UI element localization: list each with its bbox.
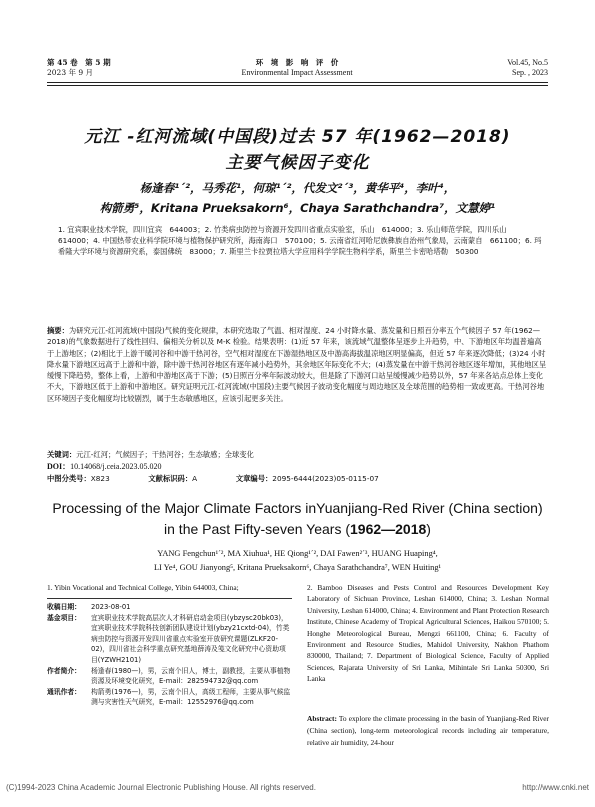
- keywords-cn-text: 元江-红河；气候因子；干热河谷；生态敏感；全球变化: [76, 450, 254, 459]
- code-value: A: [192, 474, 198, 483]
- title-en-line2-post: ): [426, 521, 431, 537]
- info-rule-top: [47, 598, 292, 599]
- journal-month-year: Sep. , 2023: [512, 68, 548, 77]
- title-cn-line2: 主要气候因子变化: [225, 153, 370, 173]
- title-cn-line1: 元江 -红河流域(中国段)过去 57 年(1962—2018): [84, 127, 511, 147]
- article-id-label: 文章编号：: [235, 474, 273, 483]
- authors-en-line2: LI Ye⁴, GOU Jianyong⁵, Kritana Prueksakorn⁶, Chaya Sarathchandra⁷, WEN Huiting¹: [153, 563, 442, 572]
- affiliations-cn: 1. 宜宾职业技术学院，四川宜宾 644003；2. 竹类病虫防控与资源开发四川省重点实验室，乐山 614000；3. 乐山师范学院，四川乐山 614000；4. 中国热带农业科学院环境与植物保护研究所，海南海口 570100；5. 云南省红河哈尼族彝族自治州气象局，云南蒙自 661100；6. 玛希隆大学环境与资源研究系，泰国佛统 83000；7. 斯里兰卡拉贾拉塔大学应用科学学院生物科学系，斯里兰卡密哈塔勒 50300: [58, 225, 542, 256]
- info-corresponding: [47, 687, 292, 708]
- journal-name-en: Environmental Impact Assessment: [241, 68, 353, 77]
- journal-volume: [47, 58, 111, 78]
- classification-line: [47, 473, 548, 484]
- info-author: [47, 666, 292, 687]
- title-en-line2-pre: in the Past Fifty-seven Years (: [164, 521, 350, 537]
- journal-volume-issue: 第 45 卷 第 5 期: [47, 58, 111, 67]
- authors-en-line1: YANG Fengchun¹ˊ², MA Xiuhua¹, HE Qiong¹ˊ², DAI Fawen²ˊ³, HUANG Huaping⁴,: [157, 549, 438, 558]
- info-received: [47, 602, 292, 613]
- abstract-cn-label: 摘要：: [47, 326, 69, 335]
- cnki-link[interactable]: http://www.cnki.net: [522, 783, 589, 792]
- abstract-en-label: Abstract:: [307, 714, 337, 723]
- abstract-en-text: To explore the climate processing in the basin of Yuanjiang-Red River (China section), long-term meteorological records including air temperature, relative air humidity, 24-hour: [307, 714, 549, 747]
- article-id-value: 2095-6444(2023)05-0115-07: [272, 474, 379, 483]
- journal-vol-no: Vol.45, No.5: [507, 58, 548, 67]
- doi-label: DOI：: [47, 462, 71, 471]
- title-en-line1: Processing of the Major Climate Factors inYuanjiang-Red River (China section): [52, 500, 543, 516]
- journal-name: [197, 58, 397, 78]
- affiliations-en-right: 2. Bamboo Diseases and Pests Control and Resources Development Key Laboratory of Sichuan Province, Leshan 614000, China; 3. Leshan Normal University, Leshan 614000, China; 4. Environment and Plant Protection Research Institute, Chinese Academy of Tropical Agricultural Sciences, Haikou 570100; 5. Honghe Meteorological Bureau, Mengzi 661100, China; 6. Faculty of Environment and Resource Studies, Mahidol University, Nakhon Phathom 830000, Thailand; 7. Department of Biological Science, Faculty of Applied Sciences, Rajarata University of Sri Lanka, Mihintale Sri Lanka 50300, Sri Lanka: [307, 583, 549, 684]
- info-fund: [47, 613, 292, 666]
- authors-cn-line1: 杨逢春¹ˊ²，马秀花¹，何琼¹ˊ²，代发文²ˊ³，黄华平⁴，李叶⁴，: [139, 181, 456, 195]
- title-en-years: 1962—2018: [350, 521, 427, 537]
- journal-volume-en: [507, 58, 548, 78]
- code-label: 文献标识码：: [148, 474, 193, 483]
- keywords-cn-label: 关键词：: [47, 450, 77, 459]
- abstract-cn-text: 为研究元江-红河流域(中国段)气候的变化规律，本研究选取了气温、相对湿度、24 小时降水量、蒸发量和日照百分率五个气候因子 57 年(1962—2018)的气象数据进行了线性回归、偏相关分析以及 M-K 检验。结果表明：(1)近 57 年来，该流域气温整体呈逐步上升趋势，中、下游地区年均温普遍高于上游地区；(2)相比于上游干暖河谷和中游干热河谷，空气相对湿度在下游湿热地区及中游高海拔温凉地区明显偏高，但近 57 年来逐次降低；(3)24 小时降水量下游地区远高于上游和中游，除中游干热河谷地区有逐年减小趋势外，其余地区年际变化不大；(4)蒸发量在中游干热河谷地区逐年增加，其他地区呈缓慢下降趋势，整体上看，上游和中游地区高于下游；(5)日照百分率年际波动较大，但是除了下游河口站呈缓慢减少趋势以外，57 年来各站点总体上变化不大，下游地区低于上游和中游地区。研究证明元江-红河流域(中国段)主要气候因子波动变化幅度与周边地区及全球范围的趋势相一致或更高。干热河谷地区环境因子变化幅度均比较剧烈，属于生态敏感地区，应该引起更多关注。: [47, 326, 547, 403]
- corresponding-value: 构箭勇(1976—)，男，云南个旧人，高级工程师，主要从事气候监测与灾害性天气研究，E-mail：12552976@qq.com: [91, 687, 291, 707]
- copyright-text: (C)1994-2023 China Academic Journal Electronic Publishing House. All rights reserved.: [6, 783, 316, 792]
- header-rule-top: [47, 82, 548, 83]
- article-info: [47, 602, 292, 708]
- title-en-line2: [47, 519, 548, 539]
- received-value: 2023-08-01: [91, 603, 131, 611]
- fund-value: 宜宾职业技术学院高层次人才科研启动金项目(ybzysc20bk03)，宜宾职业技术学院科技创新团队建设计划(ybzy21cxtd-04)，竹类病虫防控与资源开发四川省重点实验室开放研究课题(ZLKF20-02)，四川省社会科学重点研究基地薛涛及笺文化研究中心资助项目(YZWH2101): [91, 613, 290, 664]
- affiliations-en-left: 1. Yibin Vocational and Technical College, Yibin 644003, China;: [47, 583, 239, 592]
- received-label: 收稿日期：: [47, 603, 81, 611]
- header-rule-bottom: [47, 85, 548, 86]
- doi-value: 10.14068/j.ceia.2023.05.020: [70, 462, 162, 471]
- clc-label: 中图分类号：: [47, 474, 91, 483]
- author-intro-value: 杨逢春(1980—)，男，云南个旧人，博士，副教授，主要从事植物资源及环境变化研究，E-mail：282594732@qq.com: [91, 666, 291, 686]
- fund-label: 基金项目：: [47, 613, 81, 622]
- abstract-en: [307, 713, 549, 771]
- copyright-footer: [6, 783, 589, 792]
- author-intro-label: 作者简介：: [47, 666, 81, 675]
- journal-name-cn: 环 境 影 响 评 价: [255, 58, 339, 67]
- authors-cn-line2: 构箭勇⁵，Kritana Prueksakorn⁶，Chaya Sarathchandra⁷，文慧婷¹: [99, 201, 496, 215]
- abstract-cn: [47, 325, 548, 449]
- clc-value: X823: [90, 474, 110, 483]
- doi-line: [47, 461, 548, 472]
- journal-date: 2023 年 9 月: [47, 68, 94, 77]
- keywords-cn: [47, 449, 548, 460]
- corresponding-label: 通讯作者：: [47, 687, 81, 696]
